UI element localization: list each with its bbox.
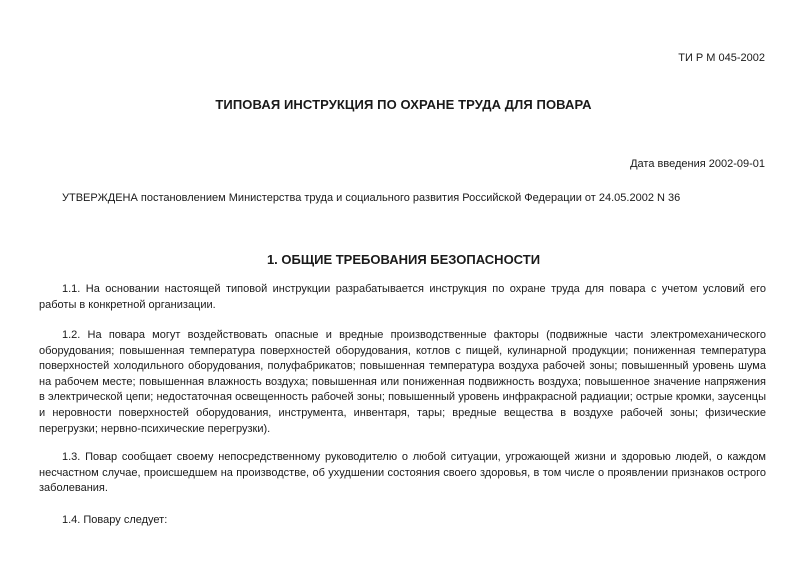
introduction-date: Дата введения 2002-09-01 — [630, 158, 765, 170]
approval-statement: УТВЕРЖДЕНА постановлением Министерства труда и социального развития Российской Федерации от 24.05.2002 N 36 — [62, 192, 681, 204]
document-title: ТИПОВАЯ ИНСТРУКЦИЯ ПО ОХРАНЕ ТРУДА ДЛЯ ПОВАРА — [215, 97, 592, 112]
paragraph-1-1: 1.1. На основании настоящей типовой инструкции разрабатывается инструкция по охране труда для повара с учетом условий его работы в конкретной организации. — [39, 283, 766, 311]
section-title: 1. ОБЩИЕ ТРЕБОВАНИЯ БЕЗОПАСНОСТИ — [266, 252, 541, 267]
document-code: ТИ Р М 045-2002 — [678, 52, 765, 64]
paragraph-1-4: 1.4. Повару следует: — [62, 514, 168, 526]
paragraph-1-3: 1.3. Повар сообщает своему непосредственному руководителю о любой ситуации, угрожающей жизни и здоровью людей, о каждом несчастном случае, происшедшем на производстве, об ухудшении состояния своего здоровья, в том числе о проявлении признаков острого заболевания. — [39, 451, 766, 495]
paragraph-1-2: 1.2. На повара могут воздействовать опасные и вредные производственные факторы (подвижные части электромеханического оборудования; повышенная температура поверхностей оборудования, котлов с пищей, кулинарной продукции; пониженная температура поверхностей холодильного оборудования, полуфабрикатов; повышенная температура воздуха рабочей зоны; повышенный уровень шума на рабочем месте; повышенная влажность воздуха; повышенная или пониженная подвижность воздуха; повышенное значение напряжения в электрической цепи; недостаточная освещенность рабочей зоны; повышенный уровень инфракрасной радиации; острые кромки, заусенцы и неровности поверхностей оборудования, инструмента, инвентаря, тары; вредные вещества в воздухе рабочей зоны; физические перегрузки; нервно-психические перегрузки). — [39, 329, 766, 435]
